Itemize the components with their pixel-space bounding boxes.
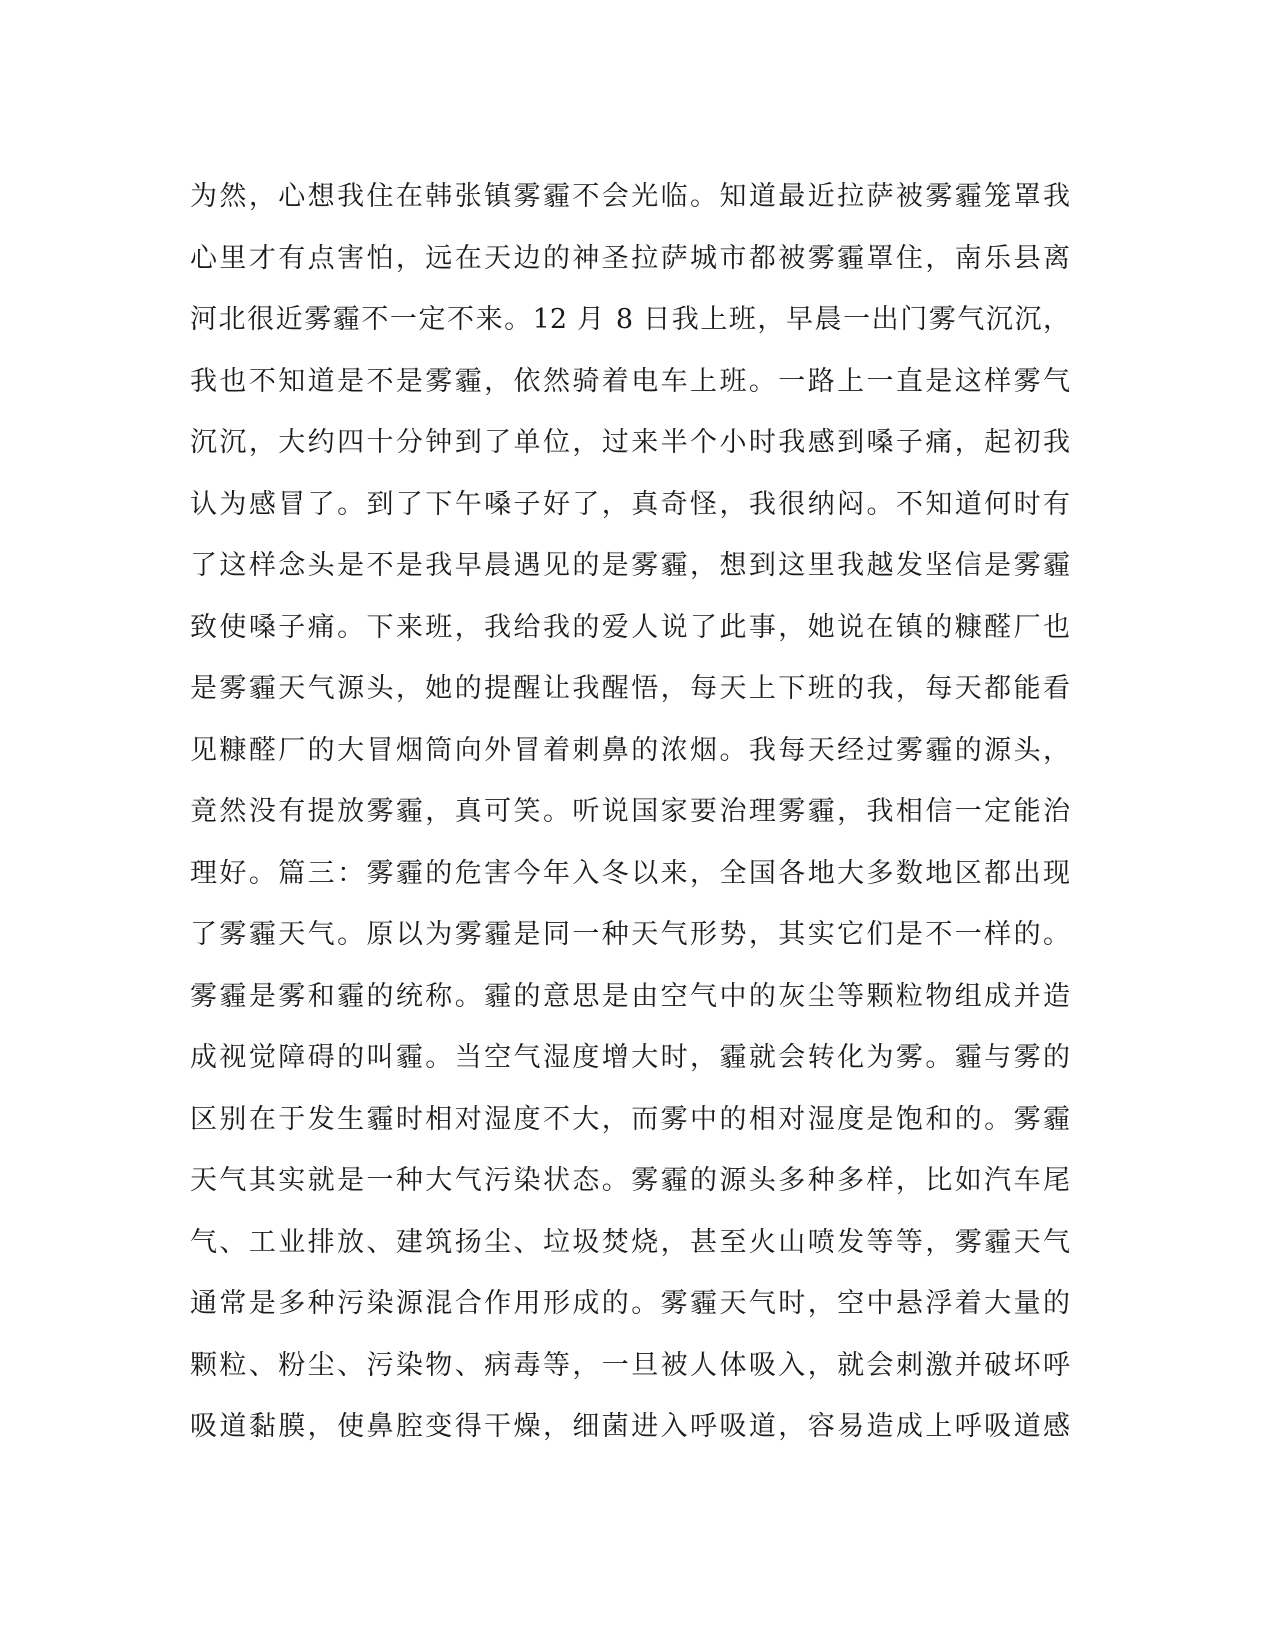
text-line: 我也不知道是不是雾霾，依然骑着电车上班。一路上一直是这样雾气: [190, 365, 1070, 397]
text-line: 沉沉，大约四十分钟到了单位，过来半个小时我感到嗓子痛，起初我: [190, 427, 1070, 458]
text-line: 为然，心想我住在韩张镇雾霾不会光临。知道最近拉萨被雾霾笼罩我: [190, 181, 1070, 212]
text-line: 是雾霾天气源头，她的提醒让我醒悟，每天上下班的我，每天都能看: [190, 673, 1070, 704]
text-line: 成视觉障碍的叫霾。当空气湿度增大时，霾就会转化为雾。霾与雾的: [190, 1042, 1070, 1073]
text-line: 气、工业排放、建筑扬尘、垃圾焚烧，甚至火山喷发等等，雾霾天气: [190, 1226, 1070, 1258]
text-line: 天气其实就是一种大气污染状态。雾霾的源头多种多样，比如汽车尾: [190, 1165, 1070, 1196]
text-line: 吸道黏膜，使鼻腔变得干燥，细菌进入呼吸道，容易造成上呼吸道感: [190, 1411, 1070, 1442]
text-line: 了这样念头是不是我早晨遇见的是雾霾，想到这里我越发坚信是雾霾: [190, 550, 1070, 581]
text-line: 通常是多种污染源混合作用形成的。雾霾天气时，空中悬浮着大量的: [190, 1288, 1070, 1319]
text-line: 区别在于发生霾时相对湿度不大，而雾中的相对湿度是饱和的。雾霾: [190, 1103, 1070, 1135]
text-line: 颗粒、粉尘、污染物、病毒等，一旦被人体吸入，就会刺激并破坏呼: [190, 1349, 1070, 1381]
text-line: 竟然没有提放雾霾，真可笑。听说国家要治理雾霾，我相信一定能治: [190, 796, 1070, 827]
text-line: 认为感冒了。到了下午嗓子好了，真奇怪，我很纳闷。不知道何时有: [190, 488, 1070, 520]
text-line: 了雾霾天气。原以为雾霾是同一种天气形势，其实它们是不一样的。: [190, 919, 1070, 950]
text-line: 河北很近雾霾不一定不来。12 月 8 日我上班，早晨一出门雾气沉沉，: [190, 304, 1070, 335]
text-line: 致使嗓子痛。下来班，我给我的爱人说了此事，她说在镇的糠醛厂也: [190, 611, 1070, 643]
text-line: 心里才有点害怕，远在天边的神圣拉萨城市都被雾霾罩住，南乐县离: [190, 242, 1070, 274]
text-line: 理好。篇三：雾霾的危害今年入冬以来，全国各地大多数地区都出现: [190, 857, 1070, 889]
body-text: [190, 166, 1070, 1458]
text-line: 见糠醛厂的大冒烟筒向外冒着刺鼻的浓烟。我每天经过雾霾的源头，: [190, 734, 1070, 766]
text-line: 雾霾是雾和霾的统称。霾的意思是由空气中的灰尘等颗粒物组成并造: [190, 980, 1070, 1012]
